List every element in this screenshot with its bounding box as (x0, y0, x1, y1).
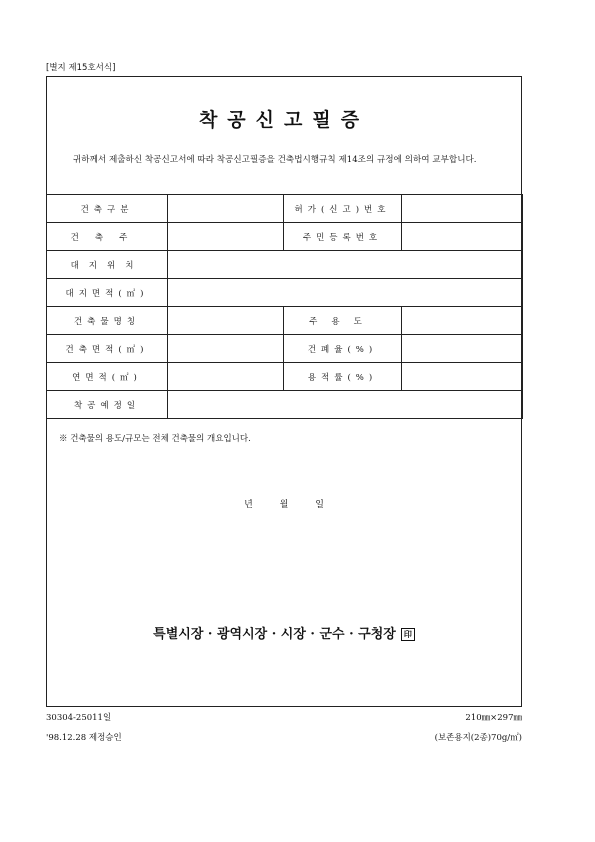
main-use-value (402, 307, 523, 335)
table-row (47, 307, 523, 335)
building-info-table (46, 194, 523, 419)
building-area-value (168, 335, 284, 363)
site-area-label: 대지면적(㎡) (47, 279, 168, 307)
start-date-label: 착공예정일 (47, 391, 168, 419)
paper-size: 210㎜×297㎜ (465, 713, 522, 723)
approval-date: '98.12.28 제정승인 (46, 733, 122, 743)
form-number-label: [별지 제15호서식] (46, 63, 116, 73)
table-row (47, 363, 523, 391)
construction-type-label: 건축구분 (47, 195, 168, 223)
building-area-label: 건축면적(㎡) (47, 335, 168, 363)
owner-value (168, 223, 284, 251)
table-row (47, 335, 523, 363)
issuance-paragraph: 귀하께서 제출하신 착공신고서에 따라 착공신고필증을 건축법시행규칙 제14조의 규정에 의하여 교부합니다. (73, 155, 477, 165)
issuer-title: 특별시장 · 광역시장 · 시장 · 군수 · 구청장 (153, 627, 396, 642)
permit-number-value (402, 195, 523, 223)
table-row (47, 279, 523, 307)
resident-number-label: 주민등록번호 (284, 223, 402, 251)
owner-label: 건축주 (47, 223, 168, 251)
certificate-title: 착공신고필증 (198, 109, 370, 131)
site-area-value (168, 279, 523, 307)
table-row (47, 195, 523, 223)
table-row (47, 391, 523, 419)
construction-type-value (168, 195, 284, 223)
date-line: 년 월 일 (244, 500, 324, 510)
table-row (47, 251, 523, 279)
total-floor-area-value (168, 363, 284, 391)
coverage-ratio-label: 건폐율(%) (284, 335, 402, 363)
issuer-line (47, 623, 521, 642)
paper-type: (보존용지(2종)70g/㎡) (434, 733, 522, 743)
site-location-label: 대지위치 (47, 251, 168, 279)
form-code: 30304-25011일 (46, 713, 112, 723)
floor-area-ratio-value (402, 363, 523, 391)
table-row (47, 223, 523, 251)
coverage-ratio-value (402, 335, 523, 363)
building-name-label: 건축물명칭 (47, 307, 168, 335)
permit-number-label: 허가(신고)번호 (284, 195, 402, 223)
building-name-value (168, 307, 284, 335)
total-floor-area-label: 연면적(㎡) (47, 363, 168, 391)
certificate-frame (46, 76, 522, 707)
site-location-value (168, 251, 523, 279)
overview-note: ※ 건축물의 용도/규모는 전체 건축물의 개요입니다. (59, 434, 251, 444)
start-date-value (168, 391, 523, 419)
floor-area-ratio-label: 용적률(%) (284, 363, 402, 391)
main-use-label: 주용도 (284, 307, 402, 335)
resident-number-value (402, 223, 523, 251)
seal-mark: 印 (401, 628, 415, 641)
